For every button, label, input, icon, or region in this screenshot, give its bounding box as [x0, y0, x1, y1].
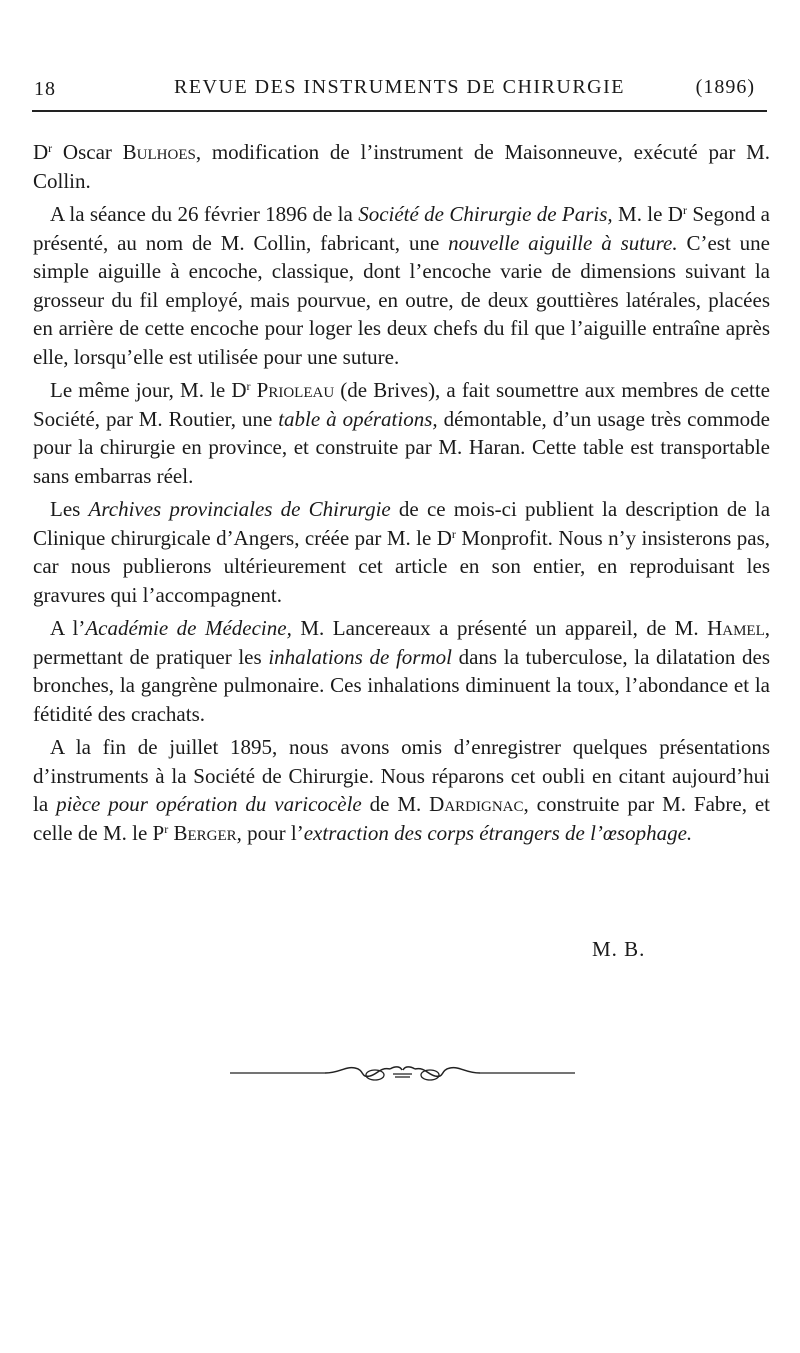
- italic-run: pièce pour opération du varicocèle: [56, 792, 362, 816]
- text-run: de M.: [361, 792, 430, 816]
- text-run: , permettant de pratiquer les: [33, 616, 770, 669]
- text-run: A la séance du 26 février 1896 de la: [50, 202, 359, 226]
- text-run: Oscar: [52, 140, 123, 164]
- text-run: Les: [50, 497, 89, 521]
- italic-run: extraction des corps étrangers de l’œsophage.: [303, 820, 693, 845]
- text-run: A la fin de juillet 1895, nous avons omis d’enregistrer quelques présentations d’instruments à la Société de Chirurgie. Nous réparons cet oubli en citant aujourd’hui la: [33, 735, 770, 816]
- paragraph-bulhoes: [33, 138, 770, 195]
- name-smallcaps: Bulhoes: [122, 140, 196, 164]
- superscript: r: [451, 526, 456, 541]
- superscript: r: [682, 203, 687, 217]
- italic-run: Archives provinciales de Chirurgie: [88, 497, 391, 521]
- text-run: C’est une simple aiguille à encoche, classique, dont l’encoche varie de dimensions suivant la grosseur du fil employé, mais pourvue, en outre, de deux gouttières latérales, placées en arrière de cette encoche pour loger les deux chefs du fil que l’aiguille entraîne après elle, lorsqu’elle est utilisée pour une suture.: [33, 230, 770, 369]
- italic-run: inhalations de formol: [268, 644, 452, 669]
- ornament-divider-icon: [230, 1058, 575, 1088]
- text-run: dans la tuberculose, la dilatation des bronches, la gangrène pulmonaire. Ces inhalations diminuent la toux, l’abondance et la fétidité des crachats.: [33, 644, 770, 726]
- text-run: (de Brives), a fait soumettre aux membres de cette Société, par M. Routier, une: [33, 378, 771, 431]
- italic-run: Académie de Médecine,: [85, 616, 292, 640]
- paragraph-archives: [33, 495, 770, 609]
- name-smallcaps: Hamel: [707, 616, 765, 640]
- text-run: , pour l’: [236, 820, 304, 845]
- paragraph-juillet: [33, 733, 770, 847]
- paragraph-academie: [33, 614, 770, 728]
- journal-title: REVUE DES INSTRUMENTS DE CHIRURGIE: [174, 76, 625, 98]
- text-run: Le même jour, M. le D: [50, 378, 247, 402]
- running-header: [32, 72, 767, 106]
- header-rule: [32, 110, 767, 112]
- text-run: de ce mois-ci publient la description de la Clinique chirurgicale d’Angers, créée par M. le D: [33, 497, 771, 550]
- superscript: r: [48, 141, 53, 155]
- text-run: démontable, d’un usage très commode pour la chirurgie en province, et construite par M. Haran. Cette table est transportable sans embarras réel.: [33, 406, 770, 488]
- page-number: 18: [34, 78, 56, 100]
- header-year: (1896): [695, 76, 755, 98]
- name-smallcaps: Prioleau: [256, 378, 335, 402]
- text-run: , modification de l’instrument de Maisonneuve, exécuté par M. Collin.: [33, 140, 770, 193]
- text-run: M. Lancereaux a présenté un appareil, de M.: [291, 616, 708, 640]
- text-run: D: [33, 140, 49, 164]
- name-smallcaps: Dardignac: [429, 792, 524, 816]
- signature: M. B.: [592, 937, 646, 961]
- paragraph-table-operations: [33, 376, 770, 490]
- italic-run: table à opérations,: [278, 406, 438, 431]
- article-body: [33, 138, 770, 852]
- superscript: r: [164, 821, 169, 836]
- name-smallcaps: Berger: [173, 820, 237, 845]
- text-run: Monprofit. Nous n’y insisterons pas, car nous publierons ultérieurement cet article en son entier, en reproduisant les gravures qui l’accompagnent.: [33, 525, 770, 607]
- italic-run: Société de Chirurgie de Paris,: [358, 202, 613, 226]
- text-run: A l’: [50, 616, 86, 640]
- italic-run: nouvelle aiguille à suture.: [448, 230, 678, 255]
- text-run: , construite par M. Fabre, et celle de M. le P: [33, 792, 771, 845]
- text-run: Segond a présenté, au nom de M. Collin, fabricant, une: [33, 202, 770, 255]
- text-run: M. le D: [612, 202, 683, 226]
- superscript: r: [246, 379, 251, 393]
- paragraph-aiguille: [33, 200, 770, 371]
